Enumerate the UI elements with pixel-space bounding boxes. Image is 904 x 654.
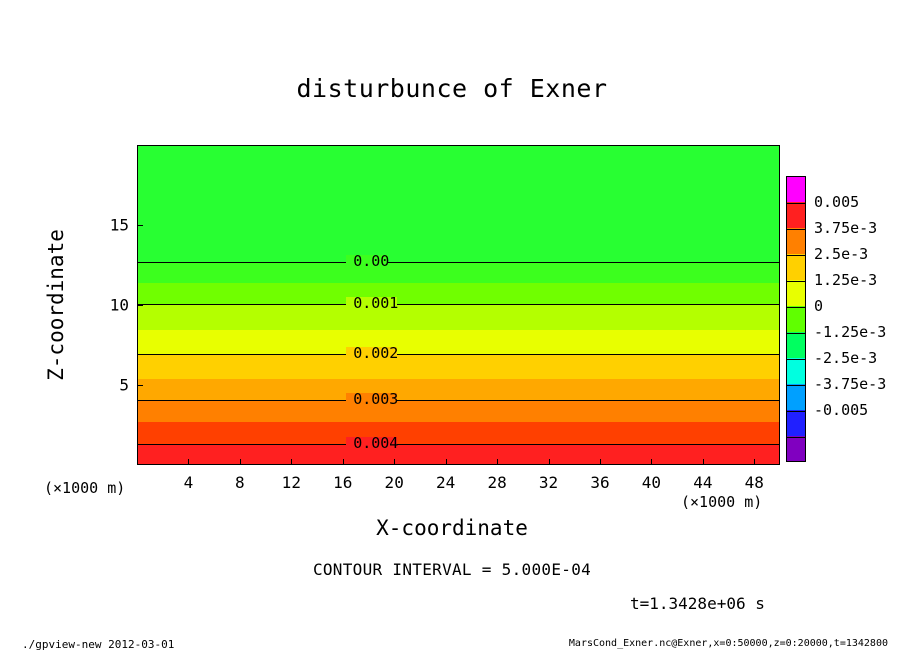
x-axis-tick bbox=[549, 459, 550, 465]
contour-line-label: 0.004 bbox=[353, 433, 399, 452]
x-axis-tick-label: 40 bbox=[641, 473, 662, 492]
x-axis-tick-label: 32 bbox=[538, 473, 559, 492]
x-axis-tick bbox=[394, 459, 395, 465]
colorbar-tick-label: 3.75e-3 bbox=[814, 219, 878, 237]
contour-band bbox=[138, 354, 779, 379]
contour-line-label: 0.001 bbox=[353, 293, 399, 312]
y-axis-unit: (×1000 m) bbox=[44, 479, 126, 497]
contour-plot-area bbox=[137, 145, 780, 465]
contour-band bbox=[138, 421, 779, 444]
contour-band bbox=[138, 330, 779, 355]
x-axis-tick bbox=[446, 459, 447, 465]
colorbar-separator bbox=[787, 281, 805, 282]
x-axis-tick-label: 44 bbox=[693, 473, 713, 492]
colorbar-tick-label: 2.5e-3 bbox=[814, 245, 869, 263]
y-axis-tick-label: 5 bbox=[119, 375, 129, 395]
x-axis-tick bbox=[291, 459, 292, 465]
contour-band bbox=[138, 146, 779, 263]
y-axis-tick bbox=[137, 305, 143, 306]
x-axis-tick-label: 8 bbox=[235, 473, 245, 492]
x-axis-tick bbox=[703, 459, 704, 465]
y-axis-tick bbox=[137, 385, 143, 386]
colorbar-separator bbox=[787, 255, 805, 256]
colorbar-segment bbox=[787, 228, 805, 255]
colorbar-segment bbox=[787, 358, 805, 385]
x-axis-tick bbox=[754, 459, 755, 465]
colorbar-segment bbox=[787, 176, 805, 203]
colorbar-separator bbox=[787, 203, 805, 204]
colorbar-separator bbox=[787, 411, 805, 412]
contour-line bbox=[138, 444, 779, 445]
colorbar-tick-label: 0.005 bbox=[814, 193, 860, 211]
colorbar-tick-label: -3.75e-3 bbox=[814, 375, 887, 393]
contour-interval-text: CONTOUR INTERVAL = 5.000E-04 bbox=[312, 560, 592, 579]
x-axis-label: X-coordinate bbox=[376, 516, 528, 540]
y-axis-tick-label: 15 bbox=[109, 215, 129, 235]
footer-right: MarsCond_Exner.nc@Exner,x=0:50000,z=0:20000,t=1342800 bbox=[568, 638, 888, 649]
colorbar-segment bbox=[787, 280, 805, 307]
contour-band bbox=[138, 378, 779, 401]
colorbar-tick-label: 0 bbox=[814, 297, 824, 315]
x-axis-tick bbox=[600, 459, 601, 465]
x-axis-tick bbox=[651, 459, 652, 465]
colorbar-segment bbox=[787, 384, 805, 411]
colorbar-segment bbox=[787, 332, 805, 359]
contour-line-label: 0.003 bbox=[353, 390, 399, 409]
contour-line-label: 0.002 bbox=[353, 344, 399, 362]
colorbar bbox=[786, 176, 806, 462]
colorbar-separator bbox=[787, 333, 805, 334]
colorbar-segment bbox=[787, 254, 805, 281]
x-axis-tick bbox=[240, 459, 241, 465]
contour-band bbox=[138, 443, 779, 465]
colorbar-separator bbox=[787, 307, 805, 308]
contour-line bbox=[138, 262, 779, 263]
contour-band bbox=[138, 303, 779, 330]
colorbar-tick-label: -2.5e-3 bbox=[814, 349, 878, 367]
x-axis-tick-label: 12 bbox=[281, 473, 301, 492]
contour-fill-layer bbox=[138, 146, 779, 464]
y-axis-label: Z-coordinate bbox=[44, 229, 68, 381]
colorbar-segment bbox=[787, 202, 805, 229]
x-axis-tick-label: 24 bbox=[435, 473, 456, 492]
x-axis-tick-label: 20 bbox=[384, 473, 404, 492]
contour-line bbox=[138, 400, 779, 401]
colorbar-separator bbox=[787, 385, 805, 386]
colorbar-separator bbox=[787, 229, 805, 230]
colorbar-separator bbox=[787, 359, 805, 360]
x-axis-tick-label: 16 bbox=[333, 473, 353, 492]
contour-line bbox=[138, 354, 779, 355]
x-axis-unit: (×1000 m) bbox=[681, 493, 763, 511]
colorbar-tick-label: -0.005 bbox=[814, 401, 869, 419]
colorbar-tick-label: 1.25e-3 bbox=[814, 271, 878, 289]
chart-title: disturbunce of Exner bbox=[296, 74, 608, 103]
x-axis-tick-label: 48 bbox=[744, 473, 764, 492]
x-axis-tick bbox=[188, 459, 189, 465]
colorbar-tick-label: -1.25e-3 bbox=[814, 323, 887, 341]
contour-line bbox=[138, 304, 779, 305]
time-text: t=1.3428e+06 s bbox=[630, 594, 765, 613]
colorbar-segment bbox=[787, 410, 805, 437]
contour-band bbox=[138, 262, 779, 283]
x-axis-tick-label: 28 bbox=[487, 473, 507, 492]
x-axis-tick-label: 36 bbox=[590, 473, 610, 492]
x-axis-tick bbox=[343, 459, 344, 465]
contour-band bbox=[138, 400, 779, 422]
colorbar-segment bbox=[787, 306, 805, 333]
x-axis-tick bbox=[497, 459, 498, 465]
y-axis-tick-label: 10 bbox=[109, 295, 129, 315]
y-axis-tick bbox=[137, 225, 143, 226]
colorbar-segment bbox=[787, 436, 805, 462]
colorbar-separator bbox=[787, 437, 805, 438]
contour-line-label: 0.00 bbox=[353, 252, 390, 270]
contour-band bbox=[138, 282, 779, 305]
footer-left: ./gpview-new 2012-03-01 bbox=[22, 638, 175, 651]
x-axis-tick-label: 4 bbox=[183, 473, 194, 492]
